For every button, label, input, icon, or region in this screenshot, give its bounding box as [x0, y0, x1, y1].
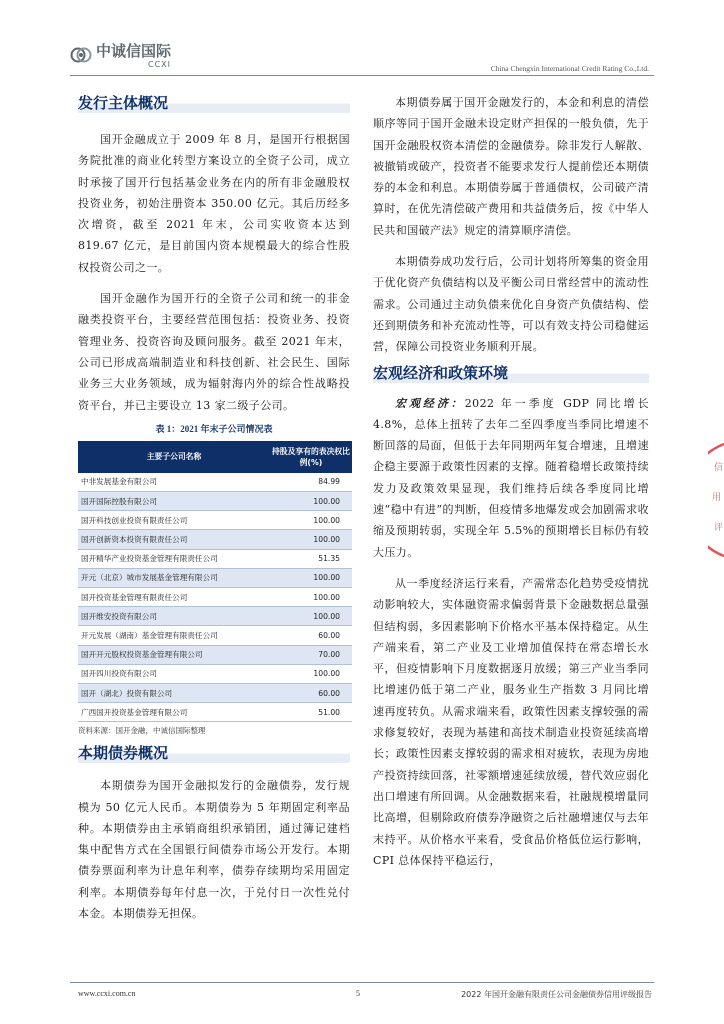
ownership-ratio: 100.00: [270, 530, 352, 549]
paragraph-macro-summary: [373, 393, 649, 563]
subsidiary-name: 国开投资基金管理有限责任公司: [78, 587, 270, 606]
subsidiary-name: 国开维安投资有限公司: [78, 607, 270, 626]
table-row: [78, 473, 352, 492]
company-english-name: China Chengxin International Credit Rating Co.,Ltd.: [490, 64, 649, 73]
subsidiary-name: 国开科技创业投资有限责任公司: [78, 511, 270, 530]
macro-summary-text: 2022 年一季度 GDP 同比增长 4.8%，总体上扭转了去年二至四季度当季同比增速不断回落的局面，但低于去年同期两年复合增速，且增速企稳主要源于政策性因素的支撑。随着稳增长政策持续发力及政策效果显现，我们维持后续各季度同比增速“稳中有进”的判断，但疫情多地爆发或会加剧需求收缩及预期转弱，实现全年 5.5%的预期增长目标仍有较大压力。: [373, 396, 649, 559]
paragraph-issuer-business: 国开金融作为国开行的全资子公司和统一的非金融类投资平台，主要经营范围包括：投资业务、投资管理业务、投资咨询及顾问服务。截至 2021 年末，公司已形成高端制造业和科技创新、社会民生、国际业务三大业务领域，成为辐射海内外的综合性战略投资平台，并已主要设立 13 家二级子公司。: [78, 292, 350, 412]
ownership-ratio: 51.00: [270, 703, 352, 722]
subsidiary-name: 开元发展（湖南）基金管理有限责任公司: [78, 626, 270, 645]
subsidiary-name: 国开国际控股有限公司: [78, 492, 270, 511]
table-row: [78, 492, 352, 511]
ownership-ratio: 60.00: [270, 683, 352, 702]
section-title-bond: 本期债券概况: [78, 742, 350, 763]
subsidiary-name: 国开创新资本投资有限责任公司: [78, 530, 270, 549]
ownership-ratio: 100.00: [270, 607, 352, 626]
ownership-ratio: 60.00: [270, 626, 352, 645]
seal-stamp-icon: [708, 440, 724, 560]
table-row: [78, 703, 352, 722]
paragraph-bond-overview: 本期债券为国开金融拟发行的金融债券，发行规模为 50 亿元人民币。本期债券为 5 年期固定利率品种。本期债券由主承销商组织承销团，通过簿记建档集中配售方式在全国银行间债券市场公开发行。本期债券票面利率为计息年利率，债券存续期均采用固定利率。本期债券每年付息一次，于兑付日一次性兑付本金。本期债券无担保。: [78, 779, 350, 921]
ownership-ratio: 100.00: [270, 587, 352, 606]
ownership-ratio: 100.00: [270, 664, 352, 683]
table-title: 表 1：2021 年末子公司情况表: [155, 423, 273, 434]
right-column: [373, 92, 649, 871]
subsidiary-name: 中非发展基金有限公司: [78, 473, 270, 492]
footer-website-link[interactable]: www.ccxi.com.cn: [78, 989, 136, 998]
table-row: [78, 549, 352, 568]
header-divider: [70, 75, 654, 76]
logo-text-cn: 中诚信国际: [96, 42, 172, 60]
ownership-ratio: 100.00: [270, 511, 352, 530]
macro-lead: 宏观经济：: [395, 396, 465, 410]
left-column: [78, 92, 350, 924]
subsidiary-name: 广西国开投资基金管理有限公司: [78, 703, 270, 722]
table-row: [78, 626, 352, 645]
svg-text:用: 用: [712, 493, 722, 503]
ownership-ratio: 51.35: [270, 549, 352, 568]
paragraph-bond-usage: 本期债券成功发行后，公司计划将所筹集的资金用于优化资产负债结构以及平衡公司日常经营中的流动性需求。公司通过主动负债来优化自身资产负债结构、偿还到期债务和补充流动性等，可以有效支持公司稳健运营，保障公司投资业务顺利开展。: [373, 255, 649, 354]
ccxi-logo-icon: [70, 44, 92, 66]
report-title: 2022 年国开金融有限责任公司金融债券信用评级报告: [461, 990, 652, 999]
table-row: [78, 568, 352, 587]
svg-text:评: 评: [714, 523, 724, 533]
subsidiary-table: [78, 441, 352, 722]
svg-text:信: 信: [714, 463, 724, 473]
ownership-ratio: 84.99: [270, 473, 352, 492]
table-row: [78, 683, 352, 702]
table-row: [78, 607, 352, 626]
table-row: [78, 587, 352, 606]
table-row: [78, 645, 352, 664]
ownership-ratio: 100.00: [270, 568, 352, 587]
ownership-ratio: 100.00: [270, 492, 352, 511]
subsidiary-name: 国开开元股权投资基金管理有限公司: [78, 645, 270, 664]
company-logo: [70, 38, 190, 72]
table-header-name: 主要子公司名称: [78, 441, 270, 473]
page-number: 5: [356, 989, 360, 998]
subsidiary-name: 国开四川投资有限公司: [78, 664, 270, 683]
paragraph-issuer-intro: 国开金融成立于 2009 年 8 月，是国开行根据国务院批准的商业化转型方案设立的全资子公司，成立时承接了国开行包括基金业务在内的所有非金融股权投资业务，初始注册资本 350.00 亿元。其后历经多次增资，截至 2021 年末，公司实收资本达到 819.67 亿元，是目前国内资本规模最大的综合性股权投资公司之一。: [78, 133, 350, 274]
table-header-ratio: 持股及享有的表决权比例(%): [270, 441, 352, 473]
table-row: [78, 664, 352, 683]
ownership-ratio: 70.00: [270, 645, 352, 664]
table-row: [78, 530, 352, 549]
paragraph-macro-detail: 从一季度经济运行来看，产需常态化趋势受疫情扰动影响较大，实体融资需求偏弱背景下金融数据总量强但结构弱，多因素影响下价格水平基本保持稳定。从生产端来看，第二产业及工业增加值保持在常态增长水平，但疫情影响下月度数据逐月放缓；第三产业当季同比增速仍低于第二产业，服务业生产指数 3 月同比增速再度转负。从需求端来看，政策性因素支撑较强的需求修复较好，表现为基建和高技术制造业投资延续高增长；政策性因素支撑较弱的需求相对疲软，表现为房地产投资持续回落，社零额增速延续放缓，替代效应弱化出口增速有所回调。从金融数据来看，社融规模增量同比高增，但剔除政府债券净融资之后社融增速仅与去年末持平。从价格水平来看，受食品价格低位运行影响，CPI 总体保持平稳运行，: [373, 576, 649, 867]
section-title-macro: 宏观经济和政策环境: [373, 362, 649, 383]
section-title-issuer: 发行主体概况: [78, 92, 350, 113]
table-source-note: 资料来源：国开金融，中诚信国际整理: [78, 726, 206, 736]
footer-divider: [70, 982, 654, 983]
table-header-row: [78, 441, 352, 473]
table-row: [78, 511, 352, 530]
subsidiary-name: 国开（湖北）投资有限公司: [78, 683, 270, 702]
subsidiary-name: 开元（北京）城市发展基金管理有限公司: [78, 568, 270, 587]
subsidiary-name: 国开精华产业投资基金管理有限责任公司: [78, 549, 270, 568]
logo-text-en: CCXI: [148, 60, 172, 69]
paragraph-bond-priority: 本期债券属于国开金融发行的，本金和利息的清偿顺序等同于国开金融未设定财产担保的一般负债，先于国开金融股权资本清偿的金融债券。除非发行人解散、被撤销或破产，投资者不能要求发行人提前偿还本期债券的本金和利息。本期债券属于普通债权，公司破产清算时，在优先清偿破产费用和共益债务后，按《中华人民共和国破产法》规定的清算顺序清偿。: [373, 96, 649, 237]
